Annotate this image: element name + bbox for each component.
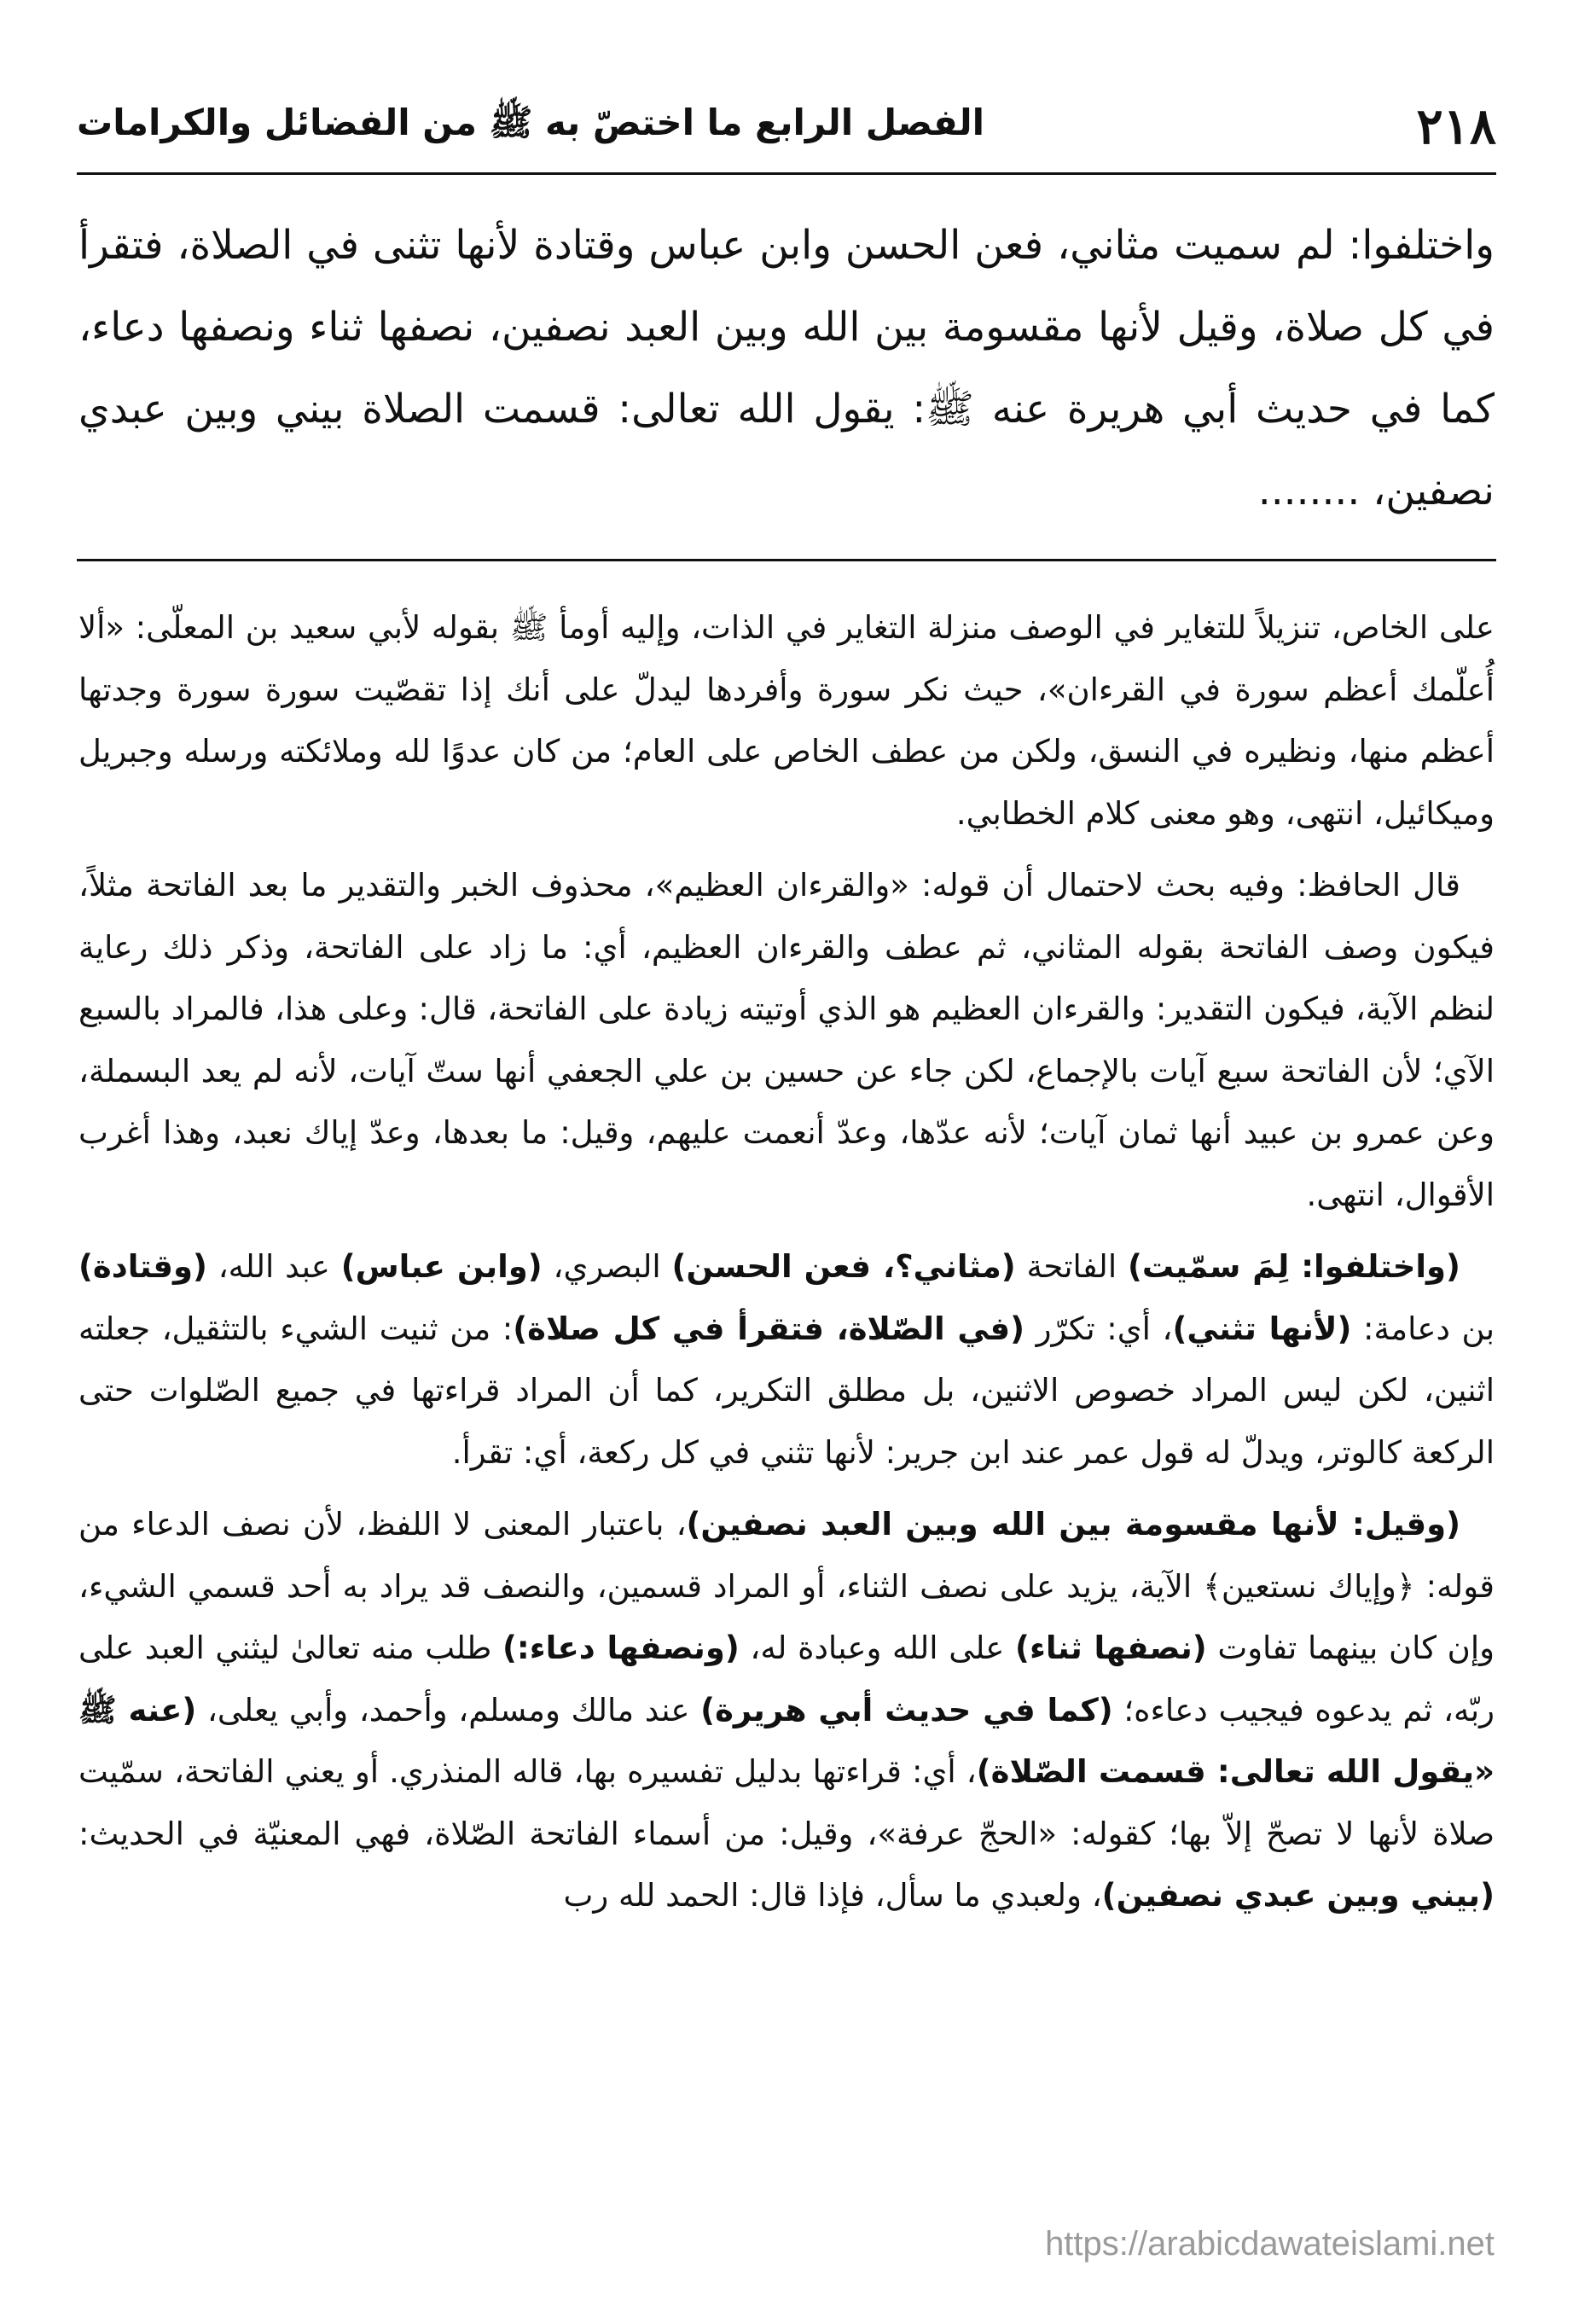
quoted-matn: (مثاني؟، فعن الحسن) [671, 1248, 1016, 1285]
quoted-matn: (وقيل: لأنها مقسومة بين الله وبين العبد نصفين) [686, 1506, 1460, 1543]
main-text-paragraph: واختلفوا: لم سميت مثاني، فعن الحسن وابن عباس وقتادة لأنها تثنى في الصلاة، فتقرأ في كل صلاة، وقيل لأنها مقسومة بين الله وبين العبد نصفين، نصفها ثناء ونصفها دعاء، كما في حديث أبي هريرة عنه ﷺ: يقول الله تعالى: قسمت الصلاة بيني وبين عبدي نصفين، ........ [78, 222, 1495, 514]
commentary-text: ، أي: قراءتها بدليل تفسيره بها، قاله المنذري. أو يعني الفاتحة، سمّيت صلاة لأنها لا تصحّ إلاّ بها؛ كقوله: «الحجّ عرفة»، وقيل: من أسماء الفاتحة الصّلاة، فهي المعنيّة في الحديث: [78, 1753, 1495, 1852]
quoted-matn: (عنه ﷺ «يقول الله تعالى: قسمت الصّلاة) [78, 1691, 1495, 1790]
commentary-text: عبد الله، [206, 1248, 341, 1285]
commentary-paragraph-3 [78, 1236, 1495, 1484]
commentary-text: ، ولعبدي ما سأل، فإذا قال: الحمد لله رب [563, 1877, 1102, 1914]
commentary-text: ، باعتبار المعنى لا اللفظ، لأن نصف الدعاء من قوله: ﴿وإياك نستعين﴾ الآية، يزيد على نصف الثناء، أو المراد قسمين، والنصف قد يراد به أحد قسمي الشيء، وإن كان بينهما تفاوت [78, 1506, 1495, 1666]
running-head: الفصل الرابع ما اختصّ به ﷺ من الفضائل والكرامات [77, 101, 985, 143]
page-number: ٢١٨ [1416, 97, 1496, 155]
commentary-separator-rule [77, 559, 1496, 561]
quoted-matn: (لأنها تثني) [1172, 1310, 1352, 1347]
quoted-matn: (واختلفوا: لِمَ سمّيت) [1127, 1248, 1460, 1285]
commentary-text: ، أي: تكرّر [1024, 1310, 1173, 1347]
quoted-matn: (وقتادة) [78, 1248, 207, 1285]
commentary-text: على الله وعبادة له، [739, 1630, 1016, 1666]
main-text [78, 205, 1495, 532]
quoted-matn: (كما في حديث أبي هريرة) [700, 1691, 1113, 1728]
commentary-text: : من ثنيت الشيء بالتثقيل، جعلته اثنين، لكن ليس المراد خصوص الاثنين، بل مطلق التكرير، كما أن المراد قراءتها في جميع الصّلوات حتى الركعة كالوتر، ويدلّ له قول عمر عند ابن جرير: لأنها تثني في كل ركعة، أي: تقرأ. [78, 1310, 1495, 1471]
commentary-paragraph-4 [78, 1494, 1495, 1927]
commentary-paragraph-2: قال الحافظ: وفيه بحث لاحتمال أن قوله: «والقرءان العظيم»، محذوف الخبر والتقدير ما بعد الفاتحة مثلاً، فيكون وصف الفاتحة بقوله المثاني، ثم عطف والقرءان العظيم، أي: ما زاد على الفاتحة، وذكر ذلك رعاية لنظم الآية، فيكون التقدير: والقرءان العظيم هو الذي أوتيته زيادة على الفاتحة، قال: وعلى هذا، فالمراد بالسبع الآي؛ لأن الفاتحة سبع آيات بالإجماع، لكن جاء عن حسين بن علي الجعفي أنها ستّ آيات، لأنه لم يعد البسملة، وعن عمرو بن عبيد أنها ثمان آيات؛ لأنه عدّها، وعدّ أنعمت عليهم، وقيل: ما بعدها، وعدّ إياك نعبد، وهذا أغرب الأقوال، انتهى. [78, 867, 1495, 1213]
commentary-paragraph-1: على الخاص، تنزيلاً للتغاير في الوصف منزلة التغاير في الذات، وإليه أومأ ﷺ بقوله لأبي سعيد بن المعلّى: «ألا أُعلّمك أعظم سورة في القرءان»، حيث نكر سورة وأفردها ليدلّ على أنك إذا تقصّيت سورة سورة وجدتها أعظم منها، ونظيره في النسق، ولكن من عطف الخاص على العام؛ من كان عدوًا لله وملائكته ورسله وجبريل وميكائيل، انتهى، وهو معنى كلام الخطابي. [78, 609, 1495, 832]
header-rule [77, 172, 1496, 175]
commentary-text: طلب منه تعالىٰ ليثني العبد على ربّه، ثم يدعوه فيجيب دعاءه؛ [78, 1630, 1495, 1728]
commentary-text: بن دعامة: [1351, 1310, 1495, 1347]
commentary-text: عند مالك ومسلم، وأحمد، وأبي يعلى، [196, 1691, 701, 1728]
quoted-matn: (ونصفها دعاء:) [502, 1630, 740, 1666]
commentary-text: الفاتحة [1015, 1248, 1128, 1285]
quoted-matn: (بيني وبين عبدي نصفين) [1101, 1877, 1495, 1914]
source-watermark: https://arabicdawateislami.net [1045, 2225, 1495, 2263]
page-header [77, 92, 1496, 160]
quoted-matn: (نصفها ثناء) [1015, 1630, 1207, 1666]
quoted-matn: (في الصّلاة، فتقرأ في كل صلاة) [513, 1310, 1024, 1347]
quoted-matn: (وابن عباس) [340, 1248, 543, 1285]
commentary-text: البصري، [542, 1248, 672, 1285]
commentary [78, 597, 1495, 1938]
